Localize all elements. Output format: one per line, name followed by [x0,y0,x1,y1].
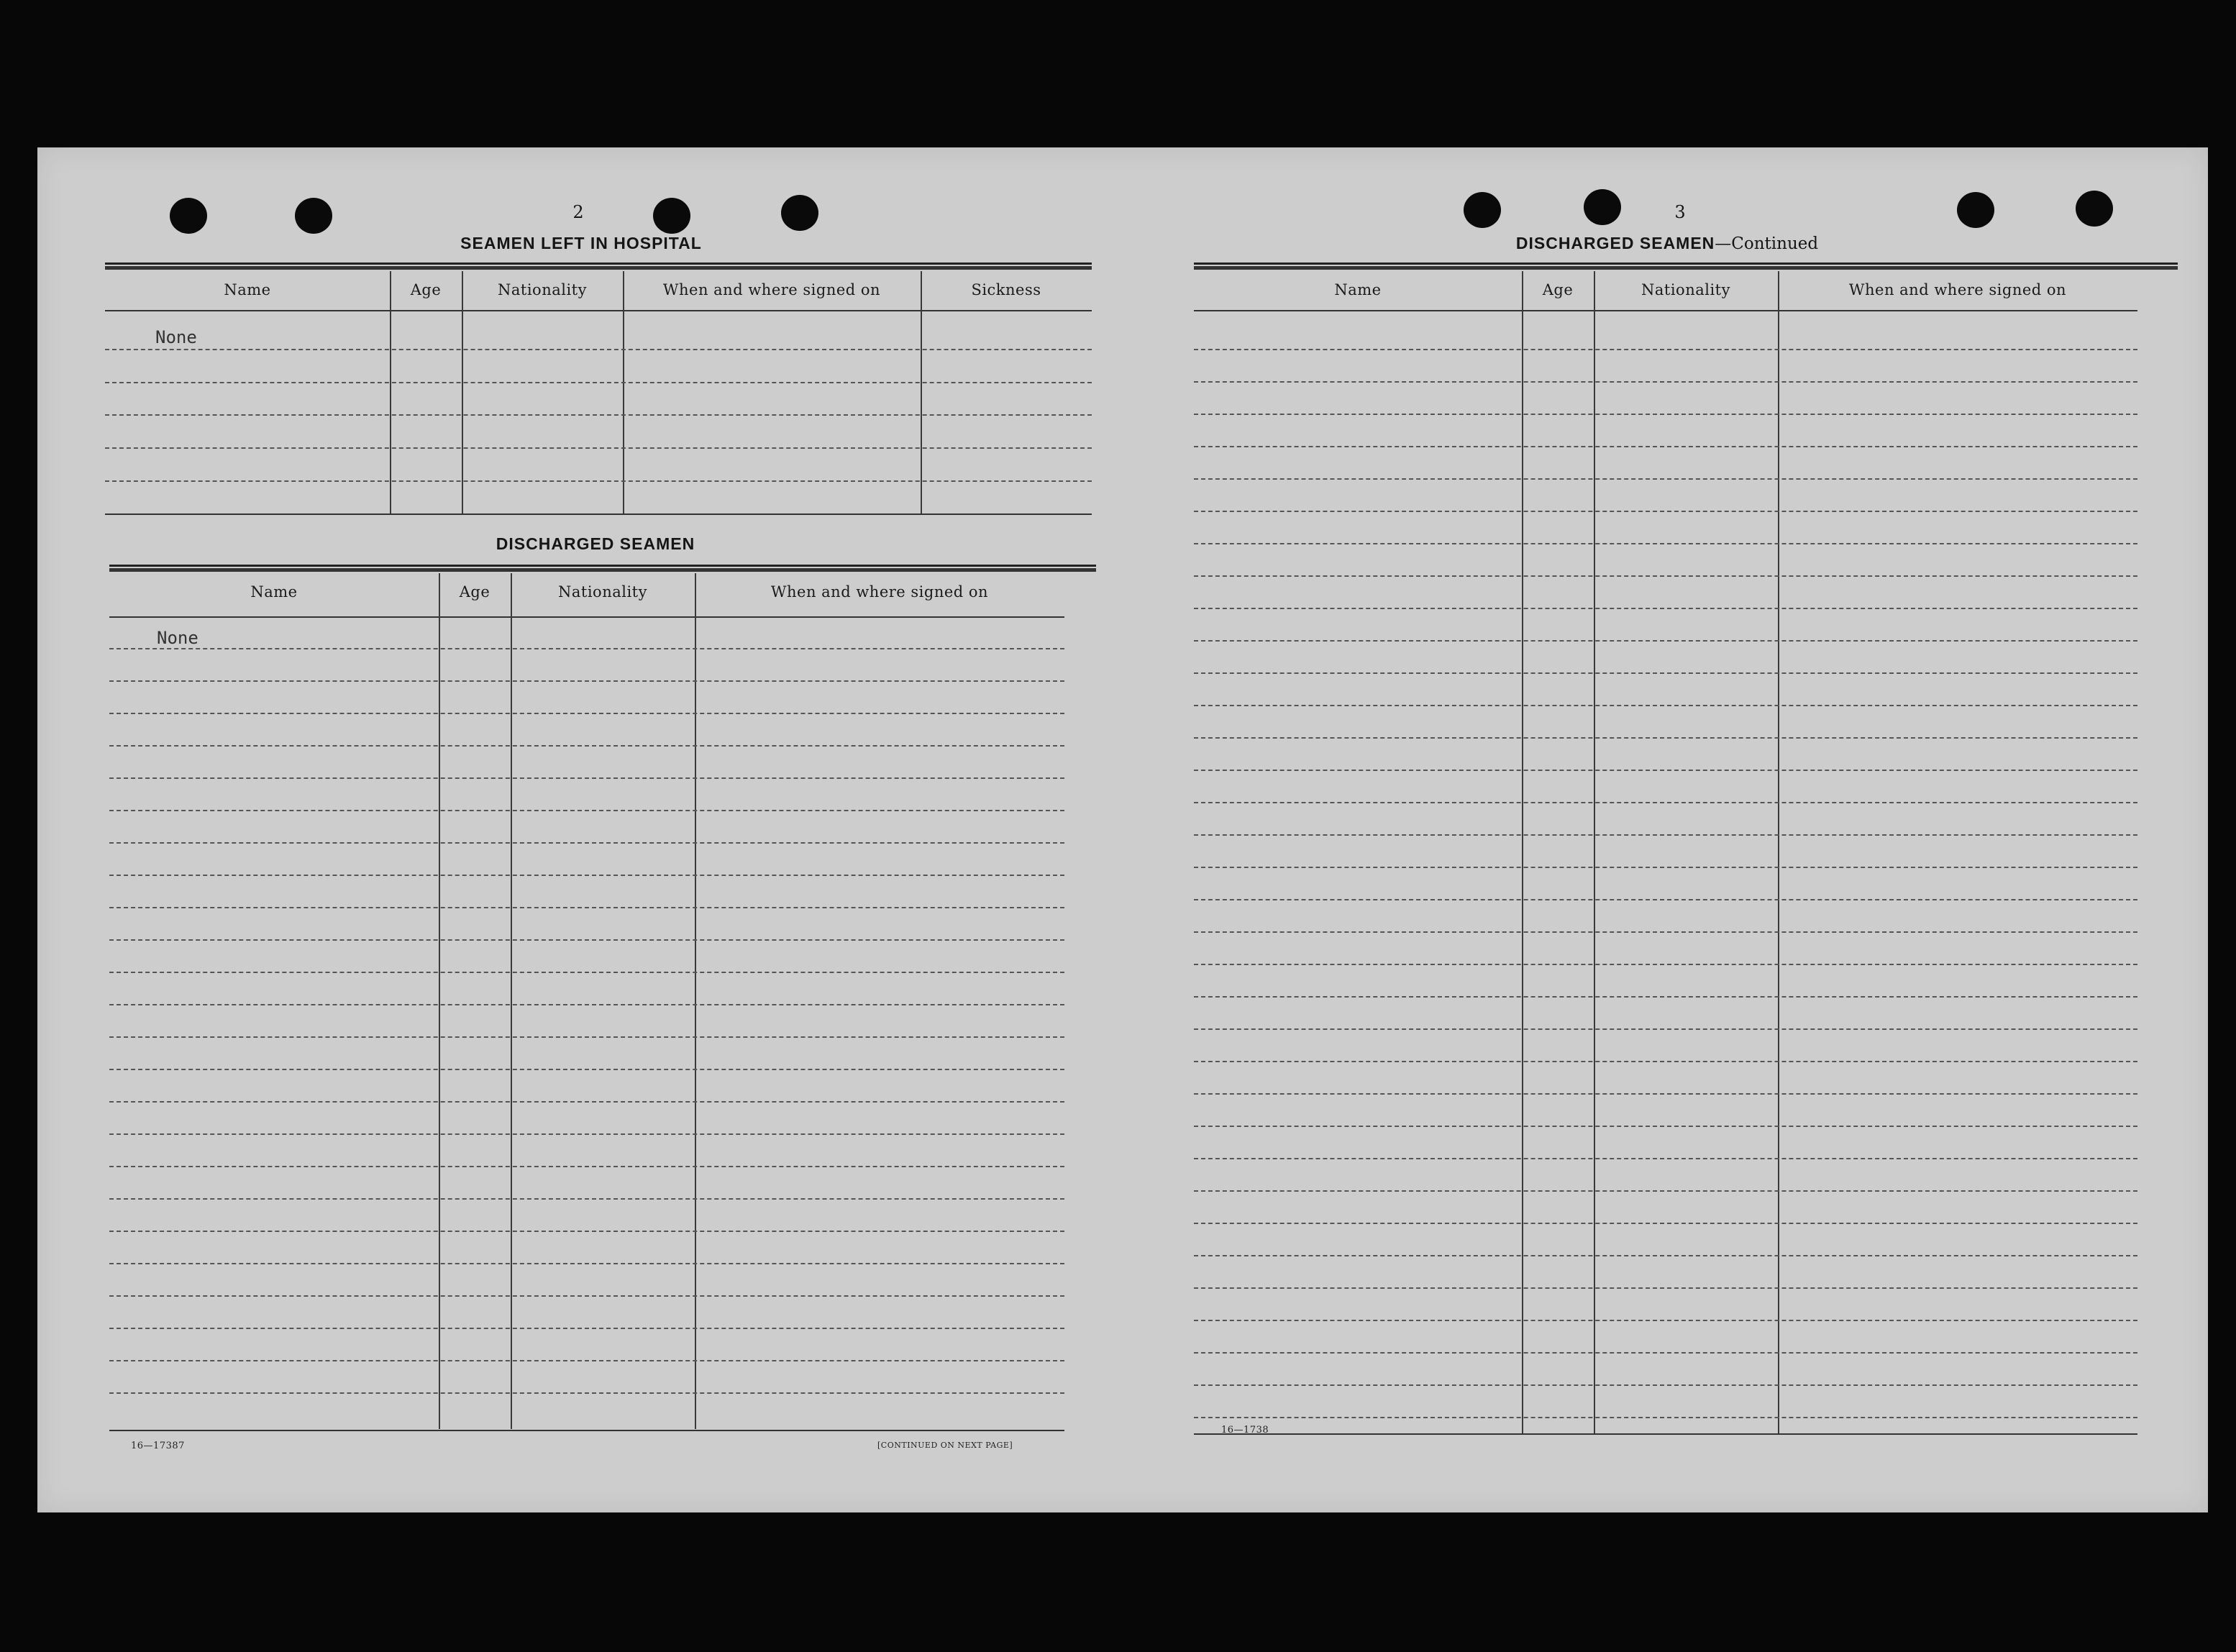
row-line [1194,737,2137,739]
column-divider [623,271,624,514]
row-line [1194,1190,2137,1192]
row-line [109,972,1064,973]
row-line [1194,1093,2137,1095]
discharged-entry: None [157,628,198,648]
table-bottom-rule [105,514,1092,515]
row-line [1194,1223,2137,1224]
header-underline [1194,310,2137,311]
row-line [109,1133,1064,1135]
row-line [1194,899,2137,900]
column-header-nationality: Nationality [558,583,647,601]
row-line [109,745,1064,747]
column-header-age: Age [1542,281,1574,298]
row-line [1194,414,2137,415]
row-line [1194,575,2137,577]
row-line [1194,1126,2137,1127]
row-line [105,414,1092,416]
row-line [109,907,1064,908]
hospital-entry: None [155,327,197,347]
column-header-name: Name [224,281,271,298]
punch-hole [295,198,332,234]
row-line [109,680,1064,682]
table-header [109,573,1096,611]
column-header-signed-on: When and where signed on [1848,281,2067,298]
row-line [109,1069,1064,1070]
column-header-nationality: Nationality [1641,281,1730,298]
form-number-left: 16—17387 [131,1441,185,1451]
discharged-table-right [1194,263,2178,1442]
row-line [105,382,1092,383]
row-line [1194,1255,2137,1256]
row-line [1194,640,2137,642]
row-line [1194,1061,2137,1062]
page-number-right: 3 [1674,202,1686,222]
row-line [1194,770,2137,771]
form-paper [37,147,2208,1512]
column-header-age: Age [410,281,442,298]
column-divider [439,573,440,1429]
form-number-right: 16—1738 [1221,1425,1269,1436]
double-rule [109,565,1096,568]
row-line [105,349,1092,350]
row-line [1194,446,2137,447]
row-line [1194,543,2137,544]
punch-hole [1464,192,1501,228]
hospital-section-title: SEAMEN LEFT IN HOSPITAL [460,234,702,252]
row-line [109,1328,1064,1329]
header-underline [105,310,1092,311]
row-line [1194,1417,2137,1418]
column-header-name: Name [1334,281,1382,298]
table-bottom-rule [109,1430,1064,1431]
column-divider [390,271,391,514]
row-line [109,1360,1064,1361]
column-header-name: Name [250,583,298,601]
row-line [109,1295,1064,1297]
row-line [109,842,1064,844]
row-line [1194,608,2137,609]
row-line [1194,672,2137,674]
punch-hole [781,195,818,231]
row-line [1194,1320,2137,1321]
row-line [109,1198,1064,1200]
row-line [1194,1028,2137,1030]
row-line [109,1263,1064,1264]
row-line [109,1166,1064,1167]
column-divider [695,573,696,1429]
header-underline [109,616,1064,618]
row-line [1194,1384,2137,1386]
table-header [1194,271,2178,309]
row-line [1194,511,2137,512]
column-divider [511,573,512,1429]
column-divider [921,271,922,514]
discharged-table-left [109,565,1096,1435]
row-line [109,1036,1064,1038]
page-number-left: 2 [572,202,584,222]
row-line [109,1231,1064,1232]
column-header-age: Age [459,583,490,601]
row-line [1194,834,2137,836]
row-line [1194,381,2137,383]
row-line [1194,867,2137,868]
row-line [1194,478,2137,480]
continued-suffix: —Continued [1715,234,1819,253]
column-header-nationality: Nationality [498,281,587,298]
double-rule [1194,263,2178,266]
row-line [1194,1158,2137,1159]
row-line [109,1004,1064,1005]
column-divider [462,271,463,514]
table-bottom-rule [1194,1433,2137,1435]
row-line [109,810,1064,811]
punch-hole [1957,192,1994,228]
row-line [1194,964,2137,965]
row-line [1194,1352,2137,1354]
double-rule [105,263,1092,266]
row-line [109,713,1064,714]
row-line [1194,996,2137,998]
column-header-signed-on: When and where signed on [662,281,881,298]
punch-hole [1584,189,1621,225]
row-line [109,875,1064,876]
discharged-continued-title [1516,234,1818,253]
table-header [105,271,1092,309]
row-line [105,447,1092,449]
punch-hole [653,198,690,234]
punch-hole [170,198,207,234]
discharged-section-title: DISCHARGED SEAMEN [496,534,695,553]
row-line [109,1392,1064,1394]
row-line [105,480,1092,482]
row-line [109,939,1064,941]
row-line [109,648,1064,649]
row-line [109,1101,1064,1103]
column-header-signed-on: When and where signed on [770,583,989,601]
row-line [1194,802,2137,803]
row-line [1194,931,2137,933]
row-line [109,777,1064,779]
hospital-table [105,263,1092,518]
discharged-continued-title-main: DISCHARGED SEAMEN [1515,234,1715,252]
row-line [1194,349,2137,350]
row-line [1194,1287,2137,1289]
column-header-sickness: Sickness [971,281,1041,298]
punch-hole [2076,191,2113,227]
row-line [1194,705,2137,706]
continued-note: [CONTINUED ON NEXT PAGE] [877,1441,1013,1450]
